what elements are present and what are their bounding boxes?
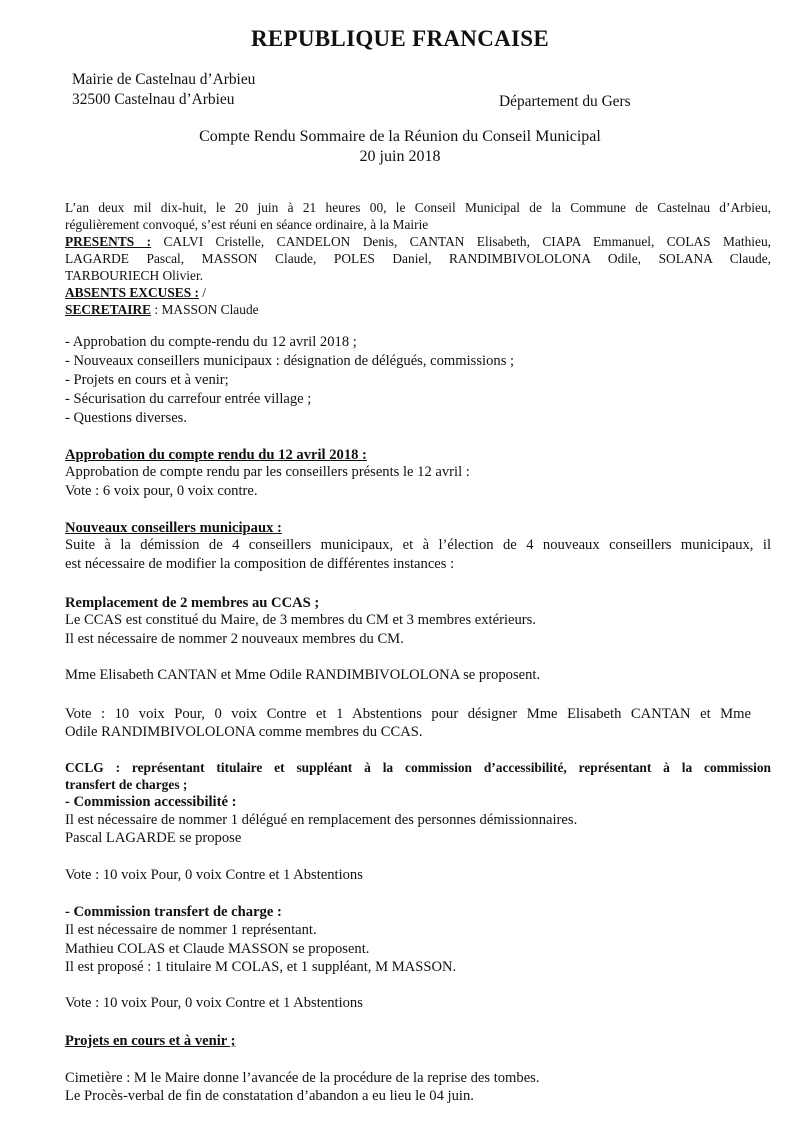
intro-line-1: L’an deux mil dix-huit, le 20 juin à 21 heures 00, le Conseil Municipal de la Commune de Castelnau d’Arbieu,: [65, 200, 771, 215]
secretaire-label: SECRETAIRE: [65, 302, 152, 317]
cclg-heading-1: CCLG : représentant titulaire et suppléant à la commission d’accessibilité, représentant à la commission: [65, 760, 771, 775]
secretaire-value: : MASSON Claude: [151, 302, 259, 317]
approbation-heading: Approbation du compte rendu du 12 avril 2018 :: [65, 447, 367, 463]
approbation-line-1: Approbation de compte rendu par les conseillers présents le 12 avril :: [65, 464, 470, 480]
presents-label: PRESENTS :: [65, 234, 152, 249]
ccas-line-3: Mme Elisabeth CANTAN et Mme Odile RANDIMBIVOLOLONA se proposent.: [65, 667, 541, 683]
access-vote: Vote : 10 voix Pour, 0 voix Contre et 1 Abstentions: [65, 867, 363, 883]
cclg-heading-2: transfert de charges ;: [65, 777, 188, 792]
ccas-vote-2: Odile RANDIMBIVOLOLONA comme membres du CCAS.: [65, 724, 423, 740]
presents-names-1: CALVI Cristelle, CANDELON Denis, CANTAN Elisabeth, CIAPA Emmanuel, COLAS Mathieu,: [151, 234, 771, 249]
nouveaux-line-2: est nécessaire de modifier la composition de différentes instances :: [65, 556, 455, 572]
presents-line-3: TARBOURIECH Olivier.: [65, 268, 204, 283]
transfert-line-2: Mathieu COLAS et Claude MASSON se proposent.: [65, 941, 370, 957]
nouveaux-line-1: Suite à la démission de 4 conseillers municipaux, et à l’élection de 4 nouveaux conseillers municipaux, il: [65, 537, 771, 553]
absents-line: [65, 284, 206, 301]
projets-line-2: Le Procès-verbal de fin de constatation d’abandon a eu lieu le 04 juin.: [65, 1088, 474, 1104]
transfert-line-1: Il est nécessaire de nommer 1 représentant.: [65, 922, 317, 938]
agenda-item: - Questions diverses.: [65, 410, 188, 426]
access-line-2: Pascal LAGARDE se propose: [65, 830, 242, 846]
secretaire-line: [65, 301, 259, 318]
presents-line-1: [65, 233, 771, 250]
mairie-address: 32500 Castelnau d’Arbieu: [72, 91, 235, 108]
transfert-line-3: Il est proposé : 1 titulaire M COLAS, et 1 suppléant, M MASSON.: [65, 959, 457, 975]
transfert-vote: Vote : 10 voix Pour, 0 voix Contre et 1 Abstentions: [65, 995, 363, 1011]
mairie-name: Mairie de Castelnau d’Arbieu: [72, 71, 256, 88]
agenda-item: - Approbation du compte-rendu du 12 avril 2018 ;: [65, 334, 357, 350]
absents-value: /: [198, 285, 207, 300]
agenda-item: - Projets en cours et à venir;: [65, 372, 229, 388]
presents-line-2: LAGARDE Pascal, MASSON Claude, POLES Daniel, RANDIMBIVOLOLONA Odile, SOLANA Claude,: [65, 251, 771, 266]
ccas-line-2: Il est nécessaire de nommer 2 nouveaux membres du CM.: [65, 631, 404, 647]
meeting-date: 20 juin 2018: [359, 148, 441, 165]
agenda-item: - Nouveaux conseillers municipaux : désignation de délégués, commissions ;: [65, 353, 515, 369]
departement: Département du Gers: [499, 93, 631, 110]
absents-label: ABSENTS EXCUSES :: [65, 285, 199, 300]
nouveaux-heading: Nouveaux conseillers municipaux :: [65, 520, 282, 536]
intro-line-2: régulièrement convoqué, s’est réuni en séance ordinaire, à la Mairie: [65, 217, 429, 232]
ccas-vote-1: Vote : 10 voix Pour, 0 voix Contre et 1 Abstentions pour désigner Mme Elisabeth CANTAN et Mme: [65, 706, 751, 722]
meeting-title: Compte Rendu Sommaire de la Réunion du Conseil Municipal: [199, 128, 601, 145]
projets-line-1: Cimetière : M le Maire donne l’avancée de la procédure de la reprise des tombes.: [65, 1070, 540, 1086]
access-line-1: Il est nécessaire de nommer 1 délégué en remplacement des personnes démissionnaires.: [65, 812, 578, 828]
approbation-vote: Vote : 6 voix pour, 0 voix contre.: [65, 483, 258, 499]
projets-heading: Projets en cours et à venir ;: [65, 1033, 236, 1049]
agenda-item: - Sécurisation du carrefour entrée village ;: [65, 391, 312, 407]
ccas-line-1: Le CCAS est constitué du Maire, de 3 membres du CM et 3 membres extérieurs.: [65, 612, 536, 628]
transfert-heading: - Commission transfert de charge :: [65, 904, 282, 920]
document-header-title: REPUBLIQUE FRANCAISE: [250, 26, 549, 51]
ccas-heading: Remplacement de 2 membres au CCAS ;: [65, 595, 320, 611]
access-heading: - Commission accessibilité :: [65, 794, 237, 810]
